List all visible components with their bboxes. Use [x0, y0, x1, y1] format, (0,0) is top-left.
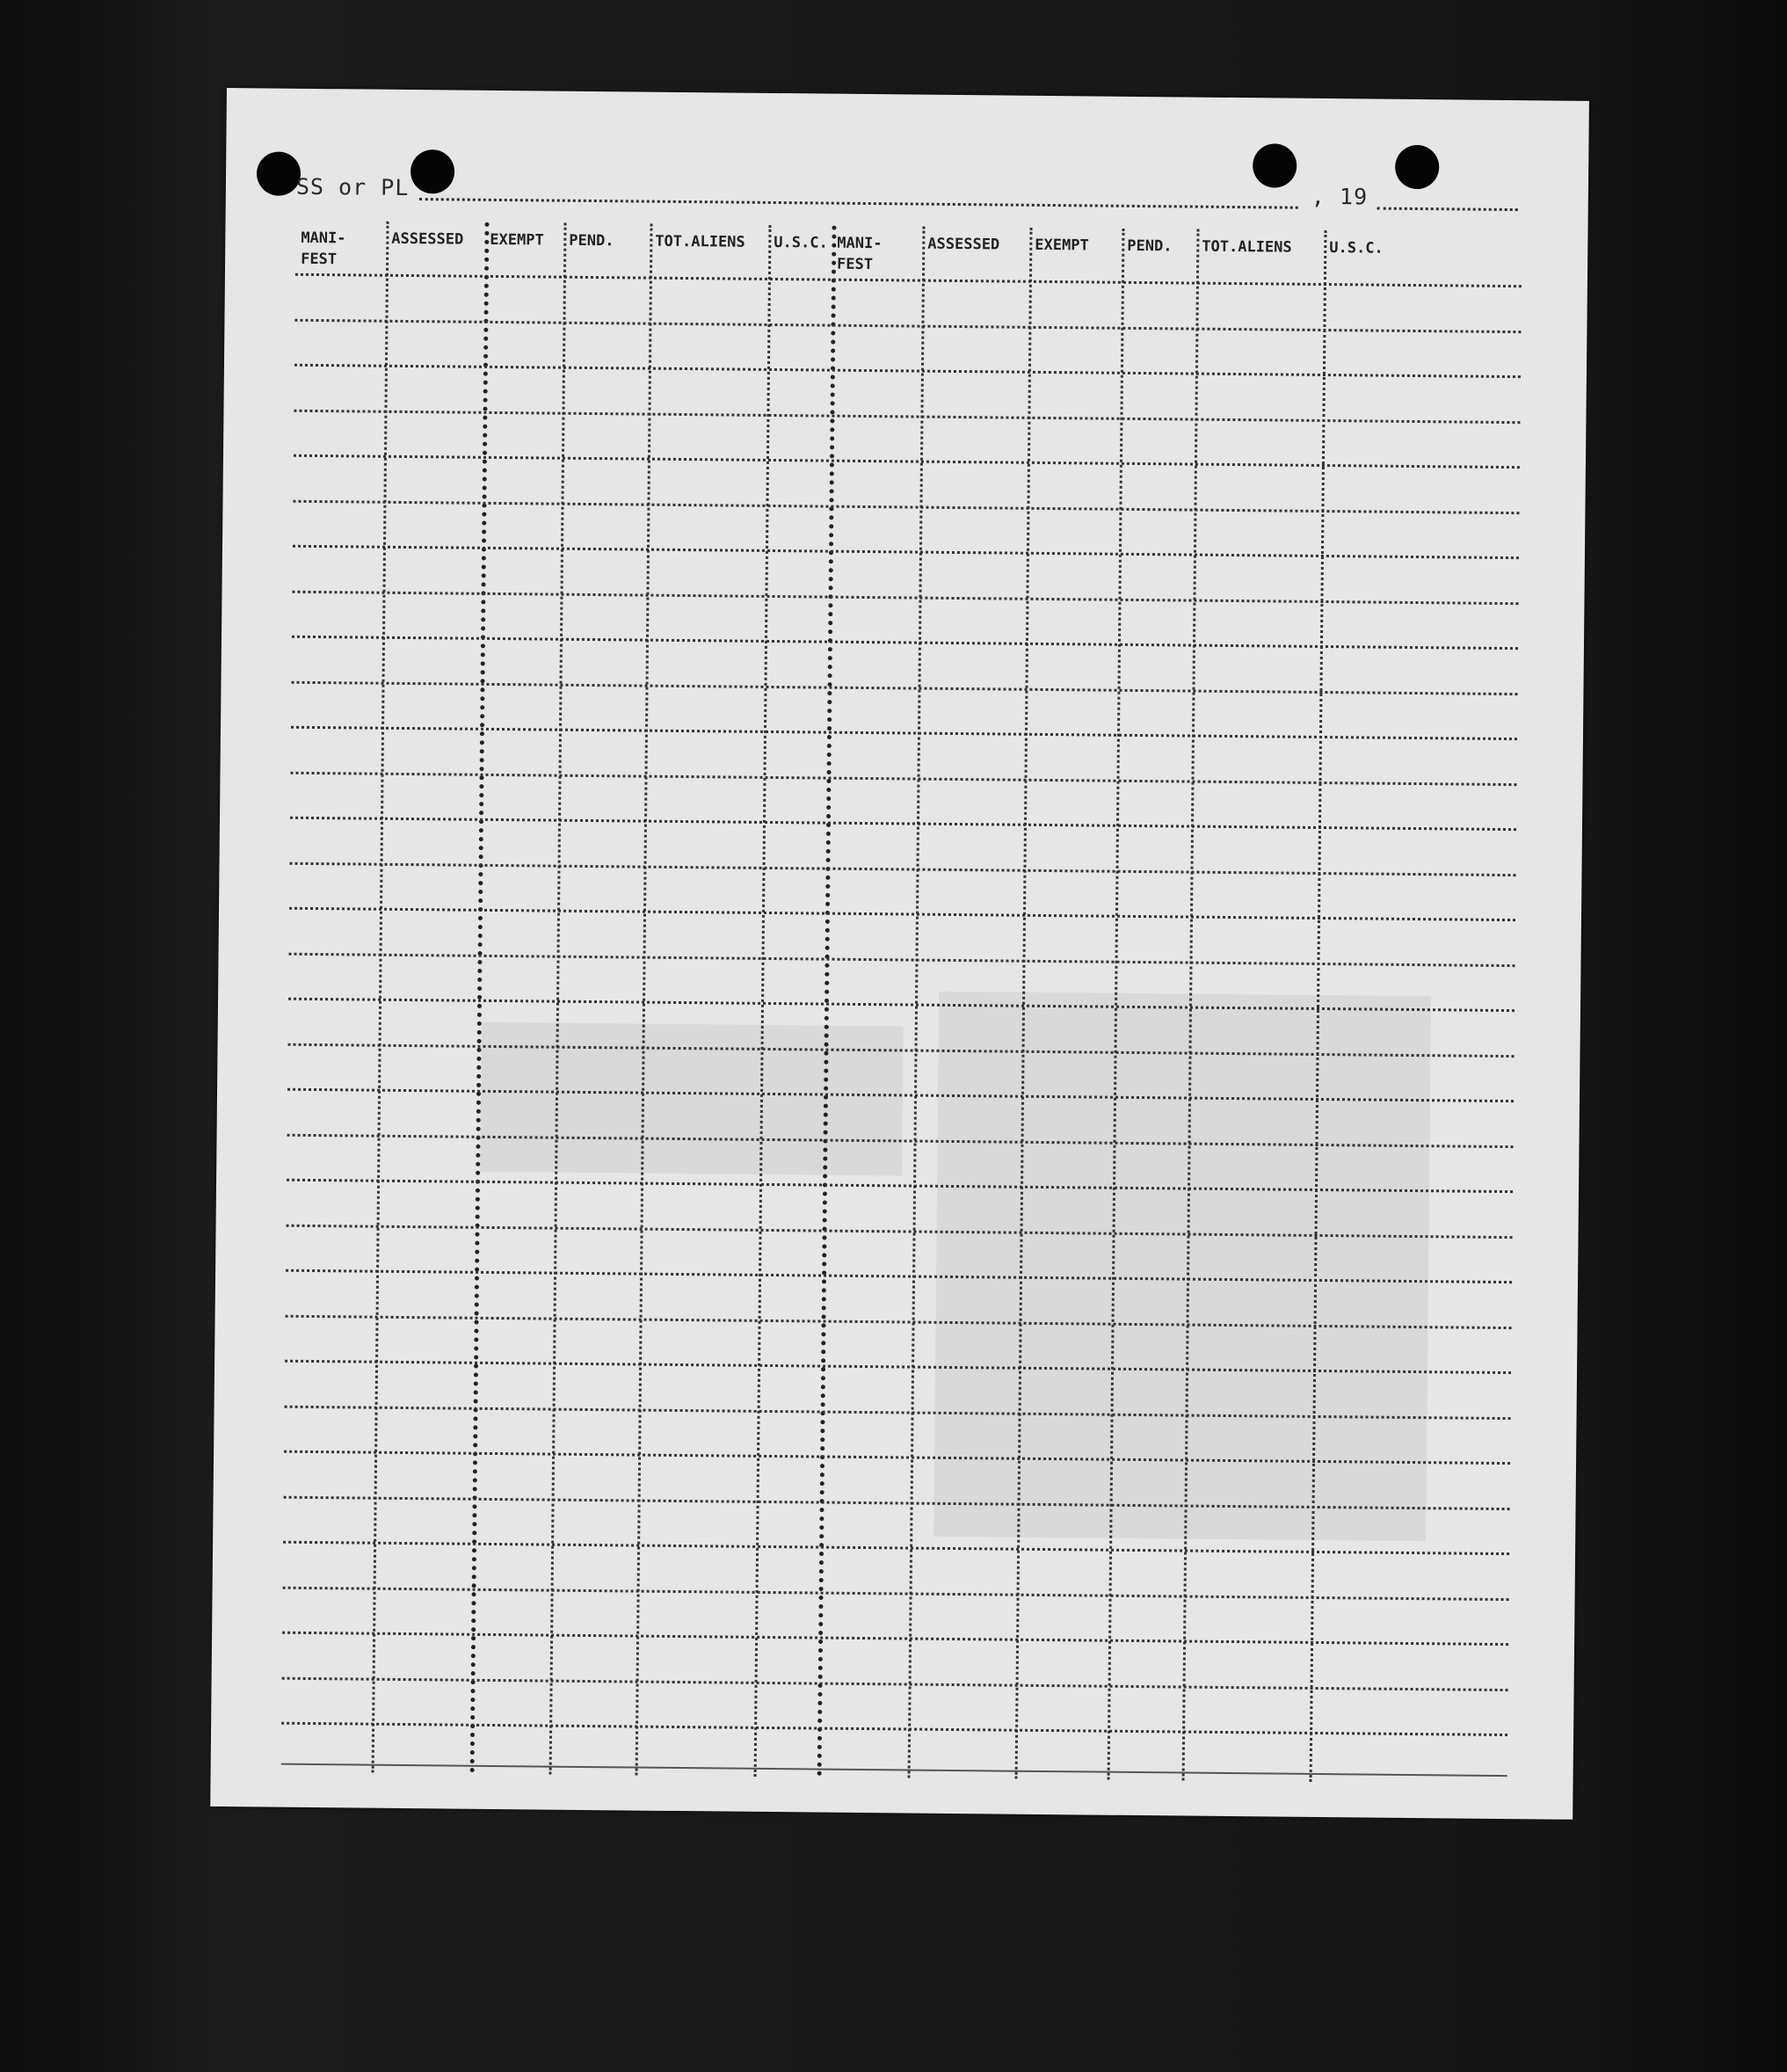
- row-line: [294, 410, 1520, 424]
- column-header-manifest-2: MANI- FEST: [837, 234, 883, 274]
- row-line: [285, 1406, 1511, 1420]
- row-line: [286, 1269, 1512, 1283]
- row-line: [284, 1496, 1510, 1510]
- row-line: [291, 726, 1517, 740]
- row-line: [290, 862, 1516, 876]
- row-line: [294, 319, 1521, 333]
- column-divider: [1015, 228, 1033, 1779]
- row-line: [292, 591, 1518, 605]
- row-line: [287, 1179, 1513, 1193]
- row-line: [291, 772, 1517, 786]
- column-header-usc-1: U.S.C.: [774, 233, 828, 252]
- column-header-assessed-2: ASSESSED: [927, 235, 1000, 254]
- ship-label: SS or PL: [295, 173, 410, 200]
- row-line: [294, 454, 1520, 469]
- column-divider: [908, 227, 926, 1778]
- column-divider: [636, 224, 653, 1776]
- form-sheet: [210, 88, 1589, 1820]
- column-header-exempt-1: EXEMPT: [490, 230, 544, 250]
- column-header-exempt-2: EXEMPT: [1035, 236, 1089, 255]
- row-line: [284, 1450, 1510, 1465]
- column-header-pend-2: PEND.: [1127, 236, 1173, 256]
- row-line: [283, 1541, 1509, 1555]
- row-line: [281, 1722, 1507, 1736]
- column-divider: [817, 226, 837, 1778]
- row-line: [291, 681, 1517, 695]
- row-line: [292, 636, 1518, 650]
- column-divider: [1108, 229, 1125, 1780]
- column-header-assessed-1: ASSESSED: [391, 229, 464, 249]
- punch-hole-3: [1253, 143, 1297, 187]
- row-line: [293, 545, 1519, 559]
- column-header-manifest-1: MANI- FEST: [301, 229, 346, 269]
- row-line: [287, 1225, 1513, 1239]
- punch-hole-1: [257, 151, 301, 195]
- row-line: [288, 998, 1515, 1012]
- row-line: [282, 1632, 1508, 1646]
- column-divider: [549, 223, 567, 1775]
- row-line: [287, 1088, 1514, 1102]
- column-divider: [372, 222, 389, 1773]
- row-line: [283, 1587, 1509, 1601]
- column-header-tot-aliens-1: TOT.ALIENS: [655, 232, 745, 251]
- column-header-pend-1: PEND.: [569, 231, 614, 251]
- ship-name-blank: [419, 198, 1298, 209]
- column-divider: [470, 222, 490, 1774]
- column-header-tot-aliens-2: TOT.ALIENS: [1202, 237, 1292, 257]
- year-blank: [1377, 207, 1518, 212]
- row-line: [285, 1360, 1511, 1374]
- column-divider: [1310, 230, 1327, 1782]
- row-line: [289, 953, 1515, 967]
- row-line: [287, 1134, 1514, 1148]
- row-line: [290, 817, 1516, 831]
- row-line: [289, 907, 1515, 921]
- punch-hole-4: [1395, 145, 1439, 189]
- year-label: , 19: [1311, 183, 1369, 210]
- column-divider: [754, 225, 772, 1777]
- row-line: [293, 500, 1519, 514]
- row-line: [286, 1315, 1512, 1329]
- row-line: [288, 1043, 1515, 1058]
- header-line: [296, 174, 1522, 217]
- row-line: [294, 364, 1521, 378]
- column-header-usc-2: U.S.C.: [1329, 239, 1384, 258]
- row-line: [295, 273, 1522, 287]
- row-line: [282, 1677, 1508, 1691]
- bottom-rule: [281, 1763, 1507, 1784]
- column-divider: [1182, 229, 1200, 1781]
- tally-grid: [281, 221, 1522, 1784]
